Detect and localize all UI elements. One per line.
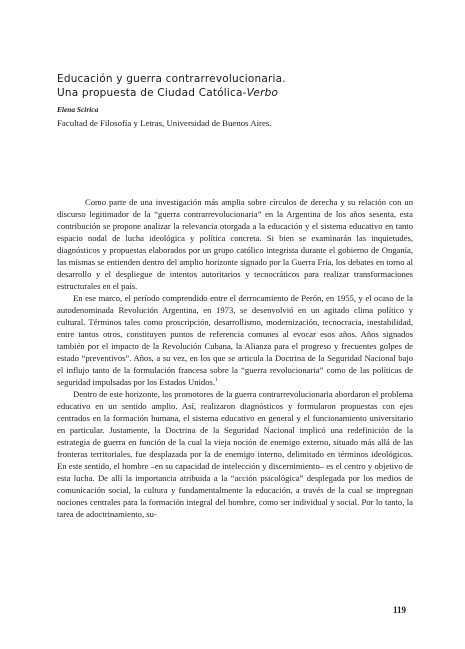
body-paragraph-3: Dentro de este horizonte, los promotores de la guerra contrarrevolucionaria abordaron el problema educativo en un sentido amplio. Así, realizaron diagnósticos y formularon propuestas con ejes centrados en la formación humana, el sistema educativo en general y el funcionamiento universitario en particular. Justamente, la Doctrina de la Seguridad Nacional implicó una redefinición de la estrategia de guerra en función de la cual la vieja noción de enemigo externo, situado más allá de las fronteras territoriales, fue desplazada por la de enemigo interno, delimitado en términos ideológicos. En este sentido, el hombre –en su capacidad de intelección y discernimiento– es el centro y objetivo de esta lucha. De allí la importancia atribuida a la “acción psicológica” desplegada por los medios de comunicación social, la cultura y fundamentalmente la educación, a través de la cual se impregnan nociones centrales para la formación integral del hombre, como ser individual y social. Por lo tanto, la tarea de adoctrinamiento, su- [57, 389, 413, 519]
article-body [57, 196, 413, 520]
title-line-2 [57, 86, 417, 100]
footnote-marker: 1 [215, 377, 218, 384]
page-number: 119 [393, 605, 407, 615]
author-name: Elena Scirica [57, 105, 99, 114]
body-paragraph-2 [57, 292, 413, 388]
article-title [57, 72, 417, 100]
author-affiliation: Facultad de Filosofía y Letras, Universidad de Buenos Aires. [57, 118, 272, 128]
body-paragraph-1: Como parte de una investigación más amplia sobre círculos de derecha y su relación con un discurso legitimador de la “guerra contrarrevolucionaria” en la Argentina de los años sesenta, esta contribución se propone analizar la relevancia otorgada a la educación y el sistema educativo en tanto espacio nodal de lucha ideológica y política concreta. Si bien se examinarán las inquietudes, diagnósticos y propuestas elaborados por un grupo católico integrista durante el gobierno de Onganía, las mismas se entienden dentro del amplio horizonte signado por la Guerra Fría, los debates en torno al desarrollo y el despliegue de intentos autoritarios y tecnocráticos para realizar transformaciones estructurales en el país. [57, 197, 413, 291]
title-line-2-italic: Verbo [246, 87, 279, 99]
title-line-2-prefix: Una propuesta de Ciudad Católica- [57, 87, 247, 99]
title-line-1: Educación y guerra contrarrevolucionaria. [57, 73, 286, 85]
body-paragraph-2-text: En ese marco, el período comprendido entre el derrocamiento de Perón, en 1955, y el ocaso de la autodenominada Revolución Argentina, en 1973, se desenvolvió en un agitado clima político y cultural. Términos tales como proscripción, desarrollismo, modernización, tecnocracia, inestabilidad, entre tantos otros, constituyen puntos de referencia comunes al evocar esos años. Años signados también por el impacto de la Revolución Cubana, la Alianza para el progreso y frecuentes golpes de estado “preventivos”. Años, a su vez, en los que se articula la Doctrina de la Seguridad Nacional bajo el influjo tanto de la formulación francesa sobre la “guerra revolucionaria” como de las políticas de seguridad impulsadas por los Estados Unidos. [57, 293, 413, 387]
